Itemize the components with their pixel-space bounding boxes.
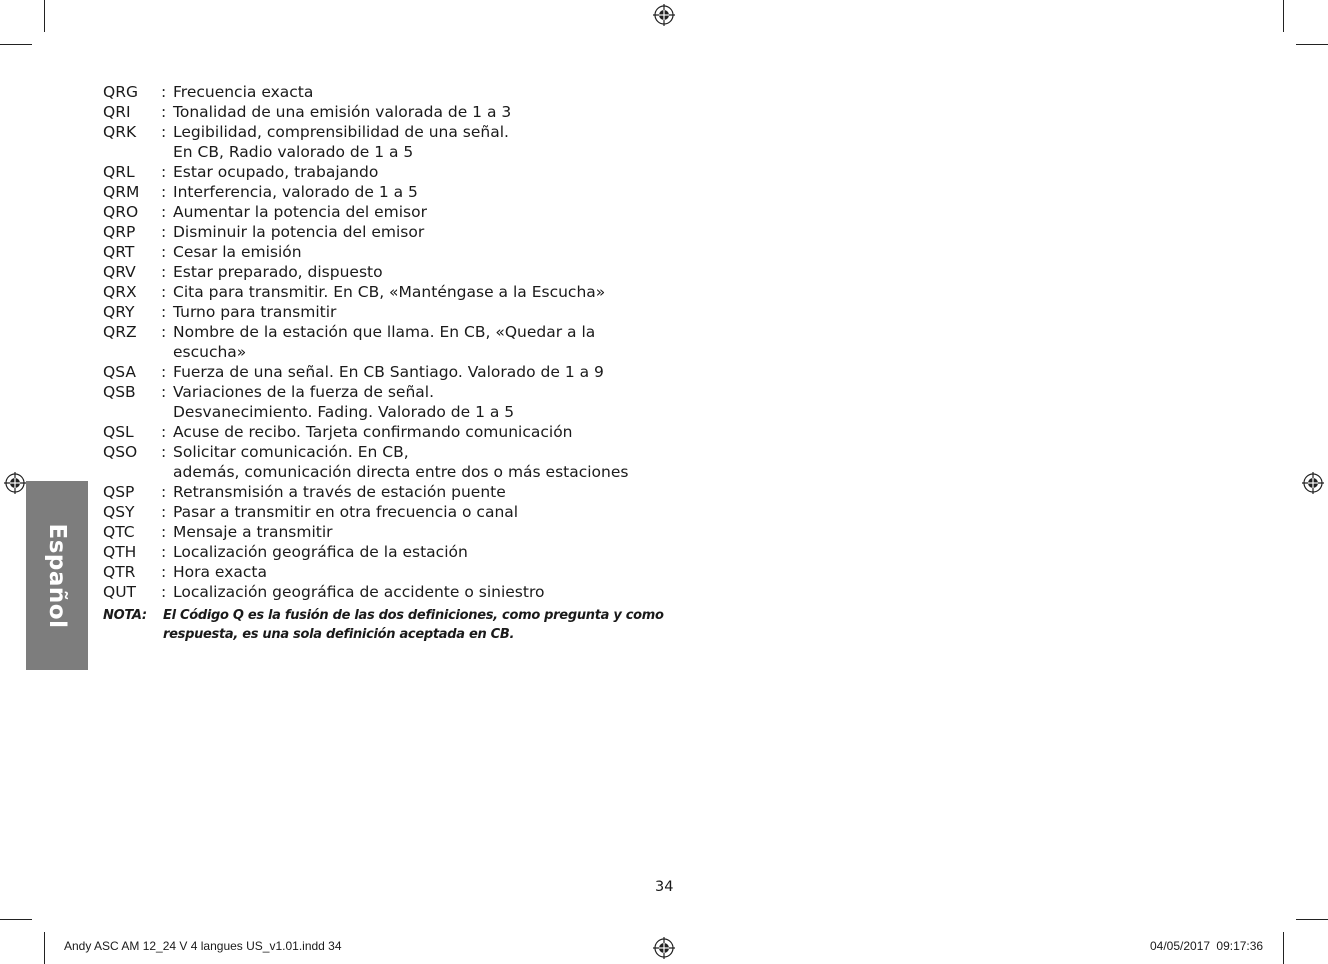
note-label: NOTA: bbox=[103, 608, 147, 623]
q-code: QSO bbox=[103, 443, 138, 461]
q-code: QSY bbox=[103, 503, 135, 521]
q-code-definition: Localización geográfica de la estación bbox=[173, 543, 468, 561]
q-code: QRX bbox=[103, 283, 137, 301]
q-code-row bbox=[103, 122, 663, 142]
crop-mark bbox=[1283, 0, 1284, 32]
q-code-colon: : bbox=[161, 583, 167, 601]
q-code-colon bbox=[161, 142, 173, 162]
q-code: QTR bbox=[103, 563, 136, 581]
q-code-definition: En CB, Radio valorado de 1 a 5 bbox=[173, 143, 414, 161]
q-code-row bbox=[103, 182, 663, 202]
q-code-colon: : bbox=[161, 103, 167, 121]
q-code: QTC bbox=[103, 523, 135, 541]
q-code bbox=[103, 402, 161, 422]
q-code-colon: : bbox=[161, 123, 167, 141]
q-code-definition: Localización geográfica de accidente o siniestro bbox=[173, 583, 545, 601]
q-code-definition: Pasar a transmitir en otra frecuencia o canal bbox=[173, 503, 519, 521]
q-code-definition: Cesar la emisión bbox=[173, 243, 302, 261]
q-code: QRY bbox=[103, 303, 135, 321]
q-code: QSP bbox=[103, 483, 135, 501]
q-code-definition: Fuerza de una señal. En CB Santiago. Valorado de 1 a 9 bbox=[173, 363, 604, 381]
q-code: QSA bbox=[103, 363, 136, 381]
q-code-colon: : bbox=[161, 323, 167, 341]
q-code-definition: Hora exacta bbox=[173, 563, 267, 581]
q-code-definition: además, comunicación directa entre dos o más estaciones bbox=[173, 463, 629, 481]
q-code: QRT bbox=[103, 243, 135, 261]
q-code-colon: : bbox=[161, 563, 167, 581]
registration-mark-icon bbox=[1302, 472, 1324, 494]
registration-mark-icon bbox=[653, 937, 675, 959]
q-code-row bbox=[103, 502, 663, 522]
q-code-colon: : bbox=[161, 283, 167, 301]
q-code-row bbox=[103, 442, 663, 462]
registration-mark-icon bbox=[653, 4, 675, 26]
q-code: QRK bbox=[103, 123, 137, 141]
q-code-row bbox=[103, 102, 663, 122]
language-side-tab bbox=[26, 481, 88, 670]
q-code-colon bbox=[161, 342, 173, 362]
q-code-row bbox=[103, 382, 663, 402]
q-code-definition: Aumentar la potencia del emisor bbox=[173, 203, 427, 221]
q-code: QRM bbox=[103, 183, 140, 201]
q-code-row bbox=[103, 462, 663, 482]
footer-file-info: Andy ASC AM 12_24 V 4 langues US_v1.01.indd 34 bbox=[64, 939, 342, 953]
q-code: QRO bbox=[103, 203, 139, 221]
q-code-list bbox=[103, 82, 663, 602]
q-code-row bbox=[103, 202, 663, 222]
q-code: QUT bbox=[103, 583, 137, 601]
q-code-row bbox=[103, 162, 663, 182]
q-code-row bbox=[103, 282, 663, 302]
q-code-colon: : bbox=[161, 203, 167, 221]
q-code: QRI bbox=[103, 103, 131, 121]
q-code-row bbox=[103, 422, 663, 442]
q-code-colon: : bbox=[161, 83, 167, 101]
q-code-row bbox=[103, 262, 663, 282]
q-code: QRV bbox=[103, 263, 136, 281]
q-code-definition: Turno para transmitir bbox=[173, 303, 337, 321]
q-code-colon: : bbox=[161, 423, 167, 441]
q-code-row bbox=[103, 222, 663, 242]
q-code-definition: Frecuencia exacta bbox=[173, 83, 314, 101]
q-code: QRP bbox=[103, 223, 136, 241]
q-code-row bbox=[103, 142, 663, 162]
registration-mark-icon bbox=[4, 472, 26, 494]
q-code-colon: : bbox=[161, 383, 167, 401]
q-code-definition: Nombre de la estación que llama. En CB, «Quedar a la bbox=[173, 323, 596, 341]
q-code-definition: Tonalidad de una emisión valorada de 1 a 3 bbox=[173, 103, 512, 121]
q-code-colon bbox=[161, 402, 173, 422]
q-code-colon: : bbox=[161, 443, 167, 461]
q-code-colon: : bbox=[161, 303, 167, 321]
q-code-row bbox=[103, 322, 663, 342]
crop-mark bbox=[1296, 919, 1328, 920]
q-code-definition: Desvanecimiento. Fading. Valorado de 1 a 5 bbox=[173, 403, 515, 421]
crop-mark bbox=[0, 919, 32, 920]
q-code: QTH bbox=[103, 543, 137, 561]
q-code-colon: : bbox=[161, 483, 167, 501]
q-code-colon bbox=[161, 462, 173, 482]
q-code-definition: Retransmisión a través de estación puente bbox=[173, 483, 506, 501]
q-code-row bbox=[103, 342, 663, 362]
q-code-colon: : bbox=[161, 363, 167, 381]
q-code: QRZ bbox=[103, 323, 137, 341]
q-code-definition: Legibilidad, comprensibilidad de una señal. bbox=[173, 123, 509, 141]
note-text: El Código Q es la fusión de las dos definiciones, como pregunta y como respuesta, es una sola definición aceptada en CB. bbox=[163, 608, 664, 642]
q-code-definition: Solicitar comunicación. En CB, bbox=[173, 443, 409, 461]
q-code-definition: Cita para transmitir. En CB, «Manténgase a la Escucha» bbox=[173, 283, 606, 301]
q-code: QSB bbox=[103, 383, 136, 401]
q-code-definition: Variaciones de la fuerza de señal. bbox=[173, 383, 435, 401]
q-code-colon: : bbox=[161, 263, 167, 281]
note bbox=[103, 606, 673, 644]
q-code-colon: : bbox=[161, 503, 167, 521]
crop-mark bbox=[1283, 932, 1284, 964]
q-code-definition: Interferencia, valorado de 1 a 5 bbox=[173, 183, 418, 201]
q-code bbox=[103, 342, 161, 362]
q-code-colon: : bbox=[161, 523, 167, 541]
q-code-colon: : bbox=[161, 183, 167, 201]
q-code-row bbox=[103, 482, 663, 502]
q-code-definition: Disminuir la potencia del emisor bbox=[173, 223, 425, 241]
crop-mark bbox=[44, 932, 45, 964]
q-code bbox=[103, 142, 161, 162]
q-code-row bbox=[103, 542, 663, 562]
q-code-row bbox=[103, 362, 663, 382]
crop-mark bbox=[44, 0, 45, 32]
q-code-row bbox=[103, 82, 663, 102]
q-code-colon: : bbox=[161, 543, 167, 561]
q-code-definition: Estar ocupado, trabajando bbox=[173, 163, 379, 181]
q-code bbox=[103, 462, 161, 482]
q-code: QSL bbox=[103, 423, 134, 441]
crop-mark bbox=[0, 44, 32, 45]
crop-mark bbox=[1296, 44, 1328, 45]
q-code-definition: Acuse de recibo. Tarjeta confirmando comunicación bbox=[173, 423, 573, 441]
q-code-definition: Mensaje a transmitir bbox=[173, 523, 333, 541]
page-number: 34 bbox=[655, 879, 674, 895]
q-code-definition: escucha» bbox=[173, 343, 247, 361]
q-code: QRL bbox=[103, 163, 135, 181]
q-code-row bbox=[103, 522, 663, 542]
q-code-colon: : bbox=[161, 243, 167, 261]
q-code-definition: Estar preparado, dispuesto bbox=[173, 263, 383, 281]
q-code-colon: : bbox=[161, 223, 167, 241]
q-code-row bbox=[103, 402, 663, 422]
q-code-row bbox=[103, 242, 663, 262]
q-code-row bbox=[103, 582, 663, 602]
footer-date-time: 04/05/2017 09:17:36 bbox=[1150, 939, 1264, 953]
q-code: QRG bbox=[103, 83, 138, 101]
q-code-colon: : bbox=[161, 163, 167, 181]
q-code-row bbox=[103, 562, 663, 582]
language-label: Español bbox=[44, 523, 70, 628]
q-code-row bbox=[103, 302, 663, 322]
